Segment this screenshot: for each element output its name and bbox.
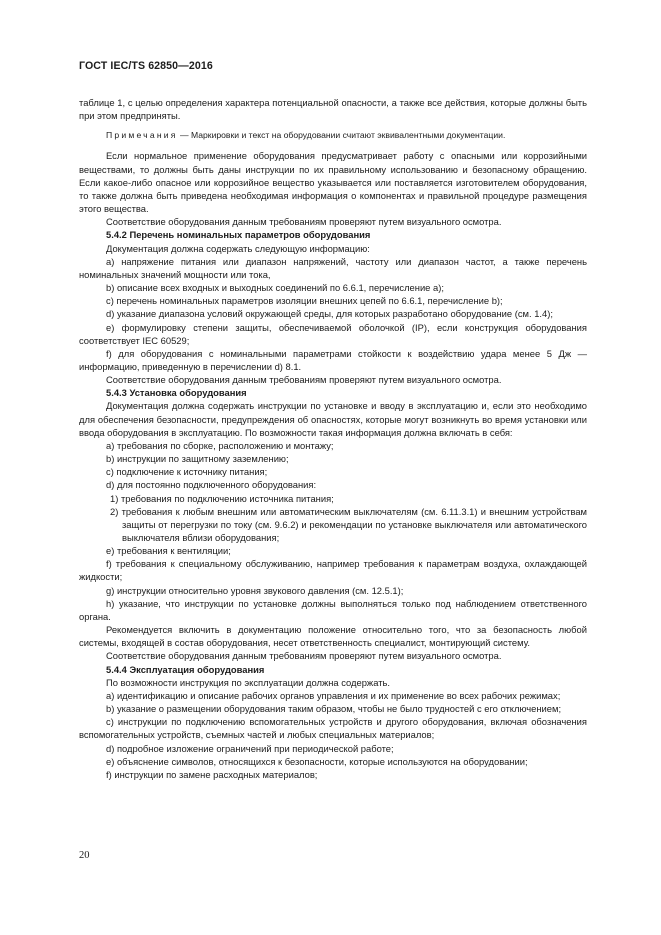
paragraph: таблице 1, с целью определения характера потенциальной опасности, а также все действия, которые должны быть при этом предприняты. [79, 97, 587, 122]
sub-list-item: 2) требования к любым внешним или автоматическим выключателям (см. 6.11.3.1) и внешним устройствам защиты от перегрузки по току (см. 9.6.2) и рекомендации по установке выключателя или автоматического выключателя вблизи оборудования; [110, 505, 587, 543]
paragraph: Рекомендуется включить в документацию положение относительно того, что за безопасность любой системы, входящей в состав оборудования, несет ответственность специалист, монтирующий систему. [79, 624, 587, 649]
paragraph: По возможности инструкция по эксплуатации должна содержать. [106, 676, 390, 688]
list-item: e) требования к вентиляции; [106, 545, 231, 557]
sub-list-item: 1) требования по подключению источника питания; [110, 492, 334, 504]
paragraph: Соответствие оборудования данным требованиям проверяют путем визуального осмотра. [106, 650, 502, 662]
list-item: e) формулировку степени защиты, обеспечиваемой оболочкой (IP), если конструкция оборудования соответствует IEC 60529; [79, 321, 587, 346]
list-item: h) указание, что инструкции по установке должны выполняться только под наблюдением ответственного органа. [79, 597, 587, 622]
note [79, 129, 587, 142]
list-item: d) указание диапазона условий окружающей среды, для которых разработано оборудование (см. 1.4); [106, 308, 553, 320]
body-text [79, 96, 587, 781]
paragraph: Документация должна содержать инструкции по установке и вводу в эксплуатацию и, если это необходимо для обеспечения безопасности, предупреждения об опасностях, которые могут возникнуть во время установки или ввода оборудования в эксплуатацию. По возможности такая информация должна включать в себя: [79, 400, 587, 438]
section-heading-5-4-2: 5.4.2 Перечень номинальных параметров оборудования [106, 229, 371, 241]
list-item: a) напряжение питания или диапазон напряжений, частоту или диапазон частот, а также перечень номинальных значений мощности или тока, [79, 255, 587, 280]
section-heading-5-4-4: 5.4.4 Эксплуатация оборудования [106, 663, 265, 675]
page-number: 20 [79, 850, 90, 861]
section-heading-5-4-3: 5.4.3 Установка оборудования [106, 387, 247, 399]
paragraph: Соответствие оборудования данным требованиям проверяют путем визуального осмотра. [106, 216, 502, 228]
list-item: d) подробное изложение ограничений при периодической работе; [106, 742, 394, 754]
standard-header: ГОСТ IEC/TS 62850—2016 [79, 60, 213, 72]
list-item: a) требования по сборке, расположению и монтажу; [106, 439, 334, 451]
list-item: f) инструкции по замене расходных материалов; [106, 768, 318, 780]
paragraph: Если нормальное применение оборудования предусматривает работу с опасными или коррозийными веществами, то должны быть даны инструкции по их правильному использованию и безопасному обращению. Если какое-либо опасное или коррозийное вещество указывается или поставляется изготовителем оборудования, то также должна быть приведена необходимая информация о компонентах и правильной процедуре размещения этого вещества. [79, 150, 587, 215]
list-item: g) инструкции относительно уровня звукового давления (см. 12.5.1); [106, 584, 404, 596]
paragraph: Документация должна содержать следующую информацию: [106, 242, 370, 254]
paragraph: Соответствие оборудования данным требованиям проверяют путем визуального осмотра. [106, 374, 502, 386]
list-item: b) указание о размещении оборудования таким образом, чтобы не было трудностей с его отключением; [106, 703, 562, 715]
note-text: — Маркировки и текст на оборудовании считают эквивалентными документации. [177, 130, 506, 141]
note-label: Примечания [106, 130, 178, 141]
list-item: f) требования к специальному обслуживанию, например требования к параметрам воздуха, охлаждающей жидкости; [79, 558, 587, 583]
list-item: f) для оборудования с номинальными параметрами стойкости к воздействию удара менее 5 Дж — информацию, приведенную в перечислении d) 8.1. [79, 347, 587, 372]
list-item: c) подключение к источнику питания; [106, 466, 268, 478]
list-item: c) инструкции по подключению вспомогательных устройств и другого оборудования, включая обозначения вспомогательных устройств, съемных частей и любых специальных материалов; [79, 716, 587, 741]
list-item: b) описание всех входных и выходных соединений по 6.6.1, перечисление а); [106, 282, 444, 294]
list-item: b) инструкции по защитному заземлению; [106, 453, 289, 465]
list-item: a) идентификацию и описание рабочих органов управления и их применение во всех рабочих режимах; [106, 689, 561, 701]
list-item: c) перечень номинальных параметров изоляции внешних цепей по 6.6.1, перечисление b); [106, 295, 503, 307]
list-item: e) объяснение символов, относящихся к безопасности, которые используются на оборудовании; [106, 755, 528, 767]
list-item: d) для постоянно подключенного оборудования: [106, 479, 317, 491]
